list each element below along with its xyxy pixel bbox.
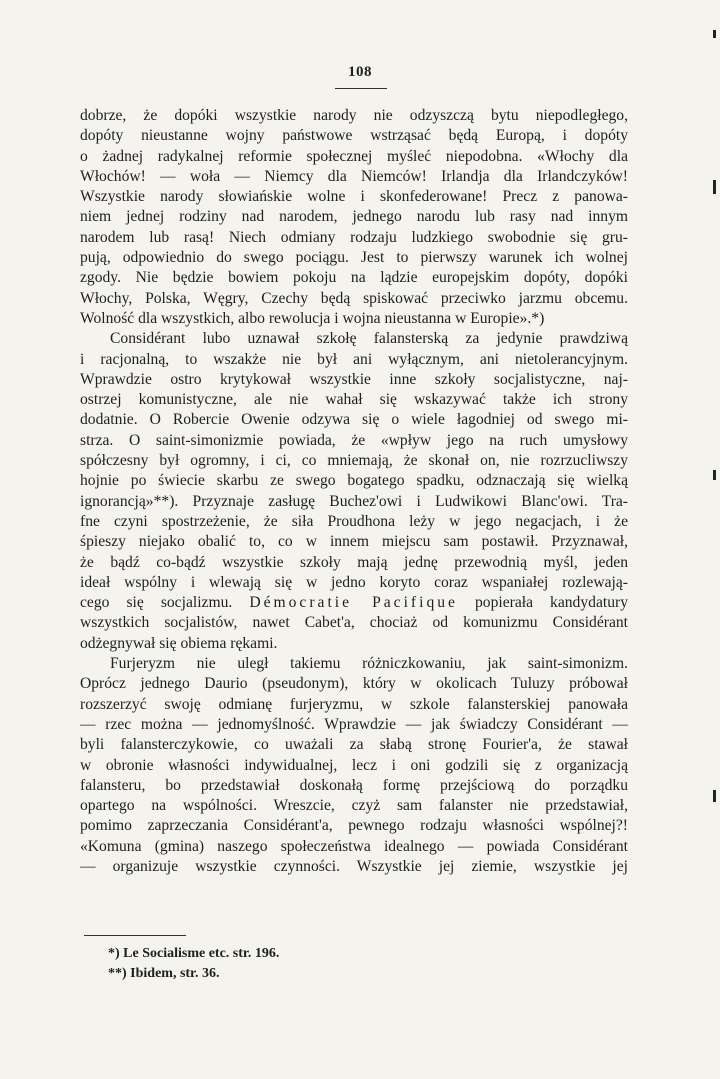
text-line: ideał wspólny i wlewają się w jedno koryto coraz wspaniałej rozlewają- [80,573,628,591]
footnote: **) Ibidem, str. 36. [108,966,220,981]
text-line: dodatnie. O Robercie Owenie odzywa się o wiele łagodniej od swego mi- [80,411,628,429]
page-number-underline [335,88,387,89]
text-line: że bądź co-bądź wszystkie szkoły mają jednę przewodnią myśl, jeden [80,553,628,571]
scan-edge-mark [713,470,716,480]
text-line: byli falansterczykowie, co uważali za słabą stronę Fourier'a, że stawał [80,736,628,754]
text-line: Wprawdzie ostro krytykował wszystkie inne szkoły socjalistyczne, naj- [80,370,628,388]
text-line: Furjeryzm nie uległ takiemu różniczkowaniu, jak saint-simonizm. [110,655,628,673]
text-line: wszystkich socjalistów, nawet Cabet'a, chociaż od komunizmu Considérant [80,614,628,632]
text-line: pują, odpowiednio do swego pociągu. Jest to pierwszy warunek ich wolnej [80,249,628,267]
line-prefix: cego się socjalizmu. [80,594,250,612]
text-line: Wszystkie narody słowiańskie wolne i skonfederowane! Precz z panowa- [80,188,628,206]
footnote: *) Le Socialisme etc. str. 196. [108,946,280,961]
text-line: Włochy, Polska, Węgry, Czechy będą spiskować przeciwko jarzmu obcemu. [80,289,628,307]
text-line: falansteru, bo przedstawiał doskonałą formę przejściową do porządku [80,776,628,794]
text-line: Wolność dla wszystkich, albo rewolucja i wojna nieustanna w Europie».*) [80,309,545,327]
page-number: 108 [348,64,372,80]
footnote-divider [84,935,186,936]
text-line: — organizuje wszystkie czynności. Wszystkie jej ziemie, wszystkie jej [80,857,628,875]
text-line: narodem lub rasą! Niech odmiany rodzaju ludzkiego swobodnie się gru- [80,228,628,246]
scan-edge-mark [713,790,716,802]
text-line: ignorancją»**). Przyznaje zasługę Buchez'owi i Ludwikowi Blanc'owi. Tra- [80,492,628,510]
text-line: odżegnywał się obiema rękami. [80,634,278,652]
text-line-with-emphasis [80,593,628,613]
text-line: niem jednej rodziny nad narodem, jednego narodu lub rasy nad innym [80,208,628,226]
footnotes [108,944,508,984]
text-line: Considérant lubo uznawał szkołę falansterską za jedynie prawdziwą [110,330,628,348]
text-line: dobrze, że dopóki wszystkie narody nie odzyszczą bytu niepodległego, [80,107,628,124]
text-line: Włochów! — woła — Niemcy dla Niemców! Irlandja dla Irlandczyków! [80,167,628,185]
text-line: ostrzej komunistyczne, ale nie wahał się wskazywać także ich strony [80,391,628,409]
spaced-emphasis: Démocratie Pacifique [249,594,458,612]
text-line: o żadnej radykalnej reformie społecznej myśleć niepodobna. «Włochy dla [80,147,628,165]
scan-edge-mark [713,30,716,38]
text-line: i racjonalną, to wszakże nie był ani wyłącznym, ani nietolerancyjnym. [80,350,628,368]
text-line: hojnie po świecie skarbu ze swego bogatego spadku, odznaczają się wielką [80,472,628,490]
text-line: dopóty nieustanne wojny państwowe wstrząsać będą Europą, i dopóty [80,127,628,145]
text-line: rozszerzyć swoję odmianę furjeryzmu, w szkole falansterskiej panowała [80,695,628,713]
text-line: śpieszy niejako obalić to, co w innem miejscu sam postawił. Przyznawał, [80,533,628,551]
text-line: zgody. Nie będzie bowiem pokoju na lądzie europejskim dopóty, dopóki [80,269,628,287]
text-line: — rzec można — jednomyślność. Wprawdzie — jak świadczy Considérant — [80,715,628,733]
scan-edge-mark [713,180,716,194]
text-line: spółczesny był ogromny, i ci, co mniemają, że skonał on, nie rozrzucliwszy [80,452,628,470]
body-text [80,106,628,877]
text-line: strza. O saint-simonizmie powiada, że «wpływ jego na ruch umysłowy [80,431,628,449]
text-line: opartego na wspólności. Wreszcie, czyż sam falanster nie przedstawiał, [80,797,628,815]
line-suffix: popierała kandydatury [457,594,628,612]
text-line: pomimo zaprzeczania Considérant'a, pewnego rodzaju własności wspólnej?! [80,817,628,835]
text-line: Oprócz jednego Daurio (pseudonym), który w okolicach Tuluzy próbował [80,675,628,693]
text-line: fne czyni spostrzeżenie, że siła Proudhona leży w jego negacjach, i że [80,512,628,530]
text-line: w obronie własności indywidualnej, lecz i oni godzili się z organizacją [80,756,628,774]
text-line: «Komuna (gmina) naszego społeczeństwa idealnego — powiada Considérant [80,837,628,855]
